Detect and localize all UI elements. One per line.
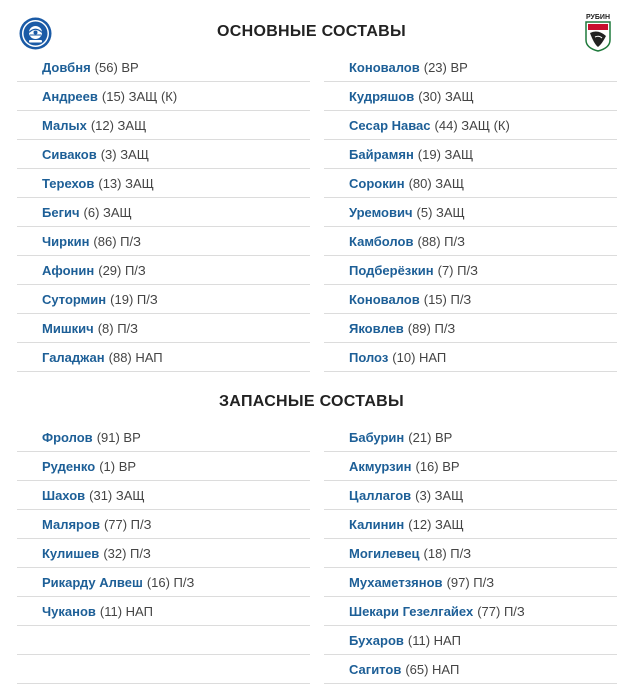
- player-row: [17, 198, 310, 227]
- player-name-link[interactable]: Бухаров: [349, 632, 404, 648]
- player-row: [324, 539, 617, 568]
- player-name-link[interactable]: Уремович: [349, 204, 413, 220]
- player-row: [17, 82, 310, 111]
- player-name-link[interactable]: Калинин: [349, 516, 405, 532]
- player-number-position: (3) ЗАЩ: [415, 487, 464, 503]
- player-number-position: (19) П/З: [110, 291, 158, 307]
- player-number-position: (32) П/З: [103, 545, 151, 561]
- player-row: [324, 655, 617, 684]
- player-name-link[interactable]: Полоз: [349, 349, 389, 365]
- player-number-position: (77) П/З: [477, 603, 525, 619]
- player-name-link[interactable]: Маляров: [42, 516, 100, 532]
- player-number-position: (80) ЗАЩ: [408, 175, 465, 191]
- player-name-link[interactable]: Галаджан: [42, 349, 105, 365]
- away-logo-text: РУБИН: [585, 14, 611, 21]
- player-row: [324, 198, 617, 227]
- player-row: [17, 227, 310, 256]
- player-name-link[interactable]: Кудряшов: [349, 88, 415, 104]
- player-name-link[interactable]: Афонин: [42, 262, 95, 278]
- player-row: [17, 539, 310, 568]
- player-number-position: (1) ВР: [99, 458, 137, 474]
- away-team-logo: [583, 12, 613, 52]
- player-row: [17, 111, 310, 140]
- player-name-link[interactable]: Чиркин: [42, 233, 90, 249]
- player-name-link[interactable]: Шахов: [42, 487, 86, 503]
- player-name-link[interactable]: Цаллагов: [349, 487, 412, 503]
- player-row: [17, 423, 310, 452]
- player-number-position: (29) П/З: [98, 262, 146, 278]
- player-name-link[interactable]: Руденко: [42, 458, 96, 474]
- player-row: [17, 53, 310, 82]
- player-row: [324, 140, 617, 169]
- player-number-position: (10) НАП: [392, 349, 447, 365]
- player-row: [324, 481, 617, 510]
- player-name-link[interactable]: Терехов: [42, 175, 95, 191]
- player-row: [324, 53, 617, 82]
- player-row: [324, 597, 617, 626]
- player-number-position: (65) НАП: [405, 661, 460, 677]
- empty-player-row: [17, 626, 310, 655]
- player-name-link[interactable]: Коновалов: [349, 59, 420, 75]
- player-number-position: (3) ЗАЩ: [100, 146, 149, 162]
- player-number-position: (44) ЗАЩ (К): [434, 117, 510, 133]
- player-row: [17, 314, 310, 343]
- player-row: [17, 597, 310, 626]
- player-row: [17, 256, 310, 285]
- home-main-lineup: [17, 53, 310, 372]
- player-name-link[interactable]: Мишкич: [42, 320, 94, 336]
- player-number-position: (88) НАП: [108, 349, 163, 365]
- player-name-link[interactable]: Сесар Навас: [349, 117, 431, 133]
- player-name-link[interactable]: Подберёзкин: [349, 262, 434, 278]
- player-number-position: (31) ЗАЩ: [89, 487, 145, 503]
- player-number-position: (30) ЗАЩ: [418, 88, 474, 104]
- player-row: [324, 314, 617, 343]
- player-row: [324, 227, 617, 256]
- player-row: [17, 140, 310, 169]
- player-number-position: (16) П/З: [146, 574, 195, 590]
- empty-player-row: [17, 655, 310, 684]
- player-name-link[interactable]: Мухаметзянов: [349, 574, 443, 590]
- player-number-position: (56) ВР: [94, 59, 139, 75]
- player-row: [324, 285, 617, 314]
- player-number-position: (11) НАП: [407, 632, 461, 648]
- player-number-position: (16) ВР: [415, 458, 460, 474]
- substitutes-title: ЗАПАСНЫЕ СОСТАВЫ: [218, 393, 404, 410]
- player-name-link[interactable]: Кулишев: [42, 545, 100, 561]
- player-number-position: (19) ЗАЩ: [417, 146, 474, 162]
- player-row: [324, 343, 617, 372]
- player-name-link[interactable]: Довбня: [42, 59, 91, 75]
- player-name-link[interactable]: Яковлев: [349, 320, 404, 336]
- player-row: [324, 169, 617, 198]
- player-name-link[interactable]: Бабурин: [349, 429, 405, 445]
- player-number-position: (6) ЗАЩ: [83, 204, 132, 220]
- player-number-position: (21) ВР: [408, 429, 453, 445]
- player-name-link[interactable]: Байрамян: [349, 146, 414, 162]
- player-name-link[interactable]: Малых: [42, 117, 87, 133]
- player-number-position: (12) ЗАЩ: [90, 117, 147, 133]
- player-number-position: (23) ВР: [423, 59, 468, 75]
- player-number-position: (97) П/З: [446, 574, 495, 590]
- player-row: [324, 111, 617, 140]
- player-row: [324, 423, 617, 452]
- player-row: [17, 285, 310, 314]
- player-number-position: (7) П/З: [437, 262, 478, 278]
- player-row: [324, 256, 617, 285]
- player-number-position: (13) ЗАЩ: [98, 175, 154, 191]
- away-main-lineup: [324, 53, 617, 372]
- player-number-position: (91) ВР: [96, 429, 141, 445]
- player-name-link[interactable]: Шекари Гезелгайех: [349, 603, 474, 619]
- player-name-link[interactable]: Сутормин: [42, 291, 107, 307]
- player-row: [17, 510, 310, 539]
- player-row: [17, 481, 310, 510]
- player-name-link[interactable]: Коновалов: [349, 291, 420, 307]
- player-number-position: (77) П/З: [103, 516, 152, 532]
- player-number-position: (12) ЗАЩ: [408, 516, 464, 532]
- player-row: [324, 568, 617, 597]
- player-name-link[interactable]: Сагитов: [349, 661, 402, 677]
- player-row: [324, 82, 617, 111]
- player-row: [324, 510, 617, 539]
- player-number-position: (15) ЗАЩ (К): [101, 88, 178, 104]
- player-name-link[interactable]: Могилевец: [349, 545, 420, 561]
- player-number-position: (5) ЗАЩ: [416, 204, 465, 220]
- away-substitutes-list: [324, 423, 617, 684]
- player-name-link[interactable]: Акмурзин: [349, 458, 412, 474]
- player-row: [324, 452, 617, 481]
- home-substitutes-list: [17, 423, 310, 684]
- player-number-position: (11) НАП: [99, 603, 153, 619]
- player-number-position: (18) П/З: [423, 545, 472, 561]
- player-row: [17, 452, 310, 481]
- player-name-link[interactable]: Фролов: [42, 429, 93, 445]
- player-row: [17, 343, 310, 372]
- player-row: [324, 626, 617, 655]
- player-name-link[interactable]: Сиваков: [42, 146, 97, 162]
- player-number-position: (15) П/З: [423, 291, 472, 307]
- player-number-position: (8) П/З: [97, 320, 139, 336]
- player-name-link[interactable]: Бегич: [42, 204, 80, 220]
- player-name-link[interactable]: Сорокин: [349, 175, 405, 191]
- player-name-link[interactable]: Андреев: [42, 88, 98, 104]
- player-name-link[interactable]: Чуканов: [42, 603, 96, 619]
- player-number-position: (88) П/З: [417, 233, 465, 249]
- player-row: [17, 169, 310, 198]
- player-name-link[interactable]: Камболов: [349, 233, 414, 249]
- player-row: [17, 568, 310, 597]
- player-number-position: (89) П/З: [407, 320, 456, 336]
- main-lineups-title: ОСНОВНЫЕ СОСТАВЫ: [217, 23, 406, 40]
- player-number-position: (86) П/З: [93, 233, 141, 249]
- player-name-link[interactable]: Рикарду Алвеш: [42, 574, 143, 590]
